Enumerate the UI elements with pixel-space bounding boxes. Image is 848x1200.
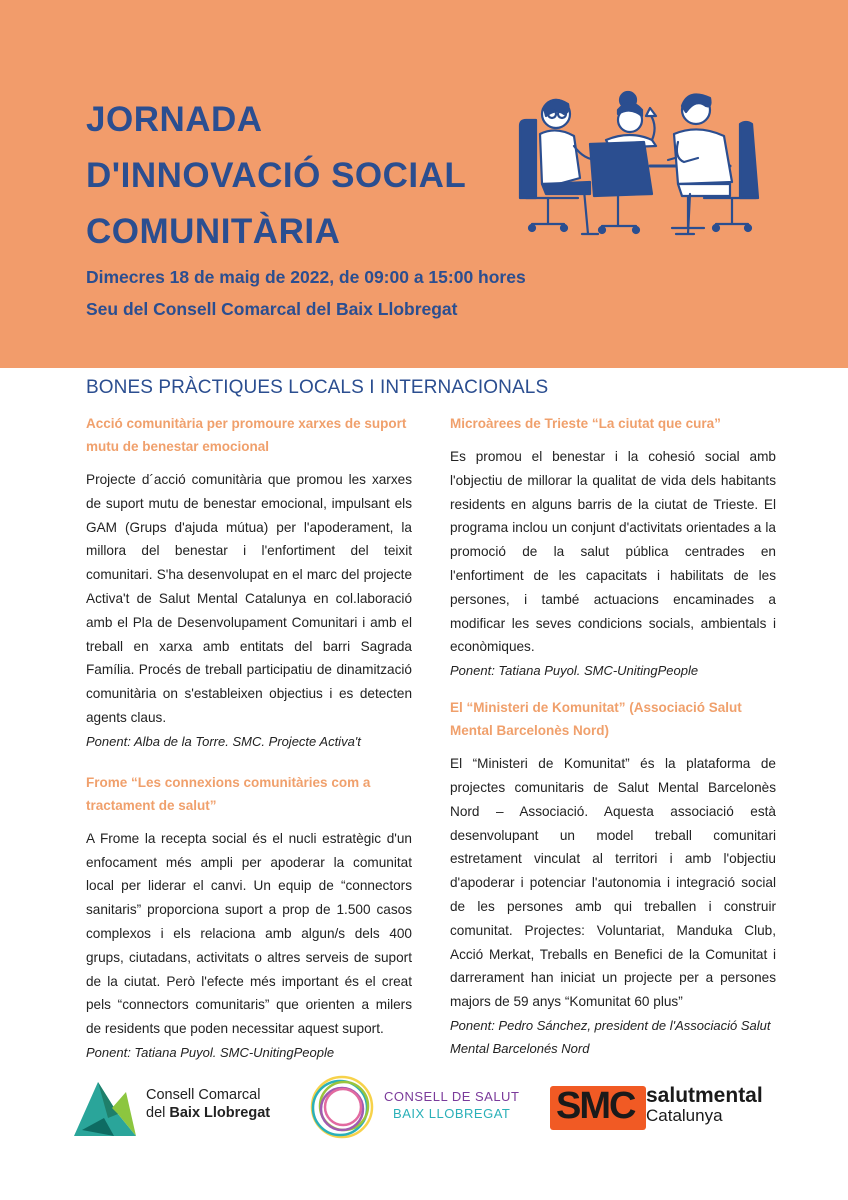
section-title: BONES PRÀCTIQUES LOCALS I INTERNACIONALS: [86, 377, 549, 398]
logo1-line1: Consell Comarcal: [146, 1087, 261, 1103]
practice-title: Microàrees de Trieste “La ciutat que cura”: [450, 416, 721, 431]
header-banner: [0, 0, 848, 368]
practice-body: Projecte d´acció comunitària que promou les xarxes de suport mutu de benestar emocional, impulsant els GAM (Grups d'ajuda mútua) per l'apoderament, la millora del benestar i l'enfortiment del teixit comunitari. S'ha desenvolupat en el marc del projecte Activa't de Salut Mental Catalunya en col.laboració amb el Pla de Desenvolupament Comunitari i amb el treball en xarxa amb entitats del barri Sagrada Família. Procés de treball participatiu de dinamització comunitària on s'estableixen objectius i es detecten agents claus.: [86, 472, 412, 725]
practice-card: [450, 412, 776, 682]
practice-card: [86, 412, 412, 753]
people-meeting-illustration: [518, 86, 762, 242]
left-column: [86, 412, 412, 1078]
consell-comarcal-logo-text: [146, 1086, 270, 1122]
title-line-1: JORNADA: [86, 100, 263, 139]
logo2-line1: CONSELL DE SALUT: [384, 1089, 520, 1104]
smc-logo-line1: salutmental: [646, 1084, 763, 1107]
practice-title: Frome “Les connexions comunitàries com a tractament de salut”: [86, 774, 371, 813]
logo1-line2-bold: Baix Llobregat: [169, 1105, 271, 1121]
logo1-line2-prefix: del: [146, 1105, 170, 1121]
footer-logos: [0, 1066, 848, 1146]
practice-card: [450, 696, 776, 1060]
title-line-2: D'INNOVACIÓ SOCIAL: [86, 156, 467, 195]
consell-comarcal-logo-icon: [68, 1074, 142, 1138]
consell-salut-logo-text: [384, 1088, 519, 1122]
practice-body: A Frome la recepta social és el nucli estratègic d'un enfocament més ampli per apoderar la comunitat local per liderar el canvi. Un equip de “connectors sanitaris” proporciona suport a prop de 1.500 casos complexos i els relaciona amb algun/s dels 400 grups, ciutadans, activitats o altres serveis de suport de la ciutat. Però l'efecte més important és el creat pels “connectors comunitaris” que orienten a milers de residents que poden necessitar aquest suport.: [86, 830, 412, 1037]
practice-body: Es promou el benestar i la cohesió social amb l'objectiu de millorar la qualitat de vida dels habitants residents en alguns barris de la ciutat de Trieste. El programa inclou un conjunt d'activitats orientades a la promoció de la salut pública centrades en l'enfortiment de les capacitats i habilitats de les persones, i també actuacions encaminades a modificar les seves condicions socials, ambientals i econòmiques.: [450, 449, 776, 655]
practice-title: Acció comunitària per promoure xarxes de suport mutu de benestar emocional: [86, 416, 407, 454]
practice-title: El “Ministeri de Komunitat” (Associació Salut Mental Barcelonès Nord): [450, 700, 742, 739]
practice-speaker: Ponent: Pedro Sánchez, president de l'Associació Salut Mental Barcelonés Nord: [450, 1017, 771, 1056]
right-column: [450, 412, 776, 1074]
event-venue: Seu del Consell Comarcal del Baix Llobregat: [86, 299, 458, 319]
practice-body: El “Ministeri de Komunitat” és la plataforma de projectes comunitaris de Salut Mental Barcelonès Nord – Associació. Aquesta associació està desenvolupant un model treball comunitari estretament vinculat al territori i amb l'objectiu d'apoderar i potenciar l'autonomia i integració social de les persones amb qui treballen i construir comunitat. Projectes: Voluntariat, Manduka Club, Acció Merkat, Treballs en Benefici de la Comunitat i darrerament han iniciat un projecte per a persones majors de 59 anys “Komunitat 60 plus”: [450, 756, 776, 1010]
page-title: [86, 92, 466, 260]
practice-card: [86, 771, 412, 1064]
event-date: Dimecres 18 de maig de 2022, de 09:00 a 15:00 hores: [86, 267, 526, 287]
practice-speaker: Ponent: Alba de la Torre. SMC. Projecte Activa't: [86, 733, 361, 749]
consell-salut-circles-logo-icon: [302, 1072, 382, 1142]
smc-logo-letters: SMC: [556, 1085, 635, 1127]
logo1-line2: [146, 1104, 270, 1122]
logo2-line2: BAIX LLOBREGAT: [393, 1106, 511, 1121]
practice-speaker: Ponent: Tatiana Puyol. SMC-UnitingPeople: [86, 1044, 335, 1060]
practice-speaker: Ponent: Tatiana Puyol. SMC-UnitingPeople: [450, 663, 699, 679]
smc-logo-line2: Catalunya: [646, 1106, 723, 1125]
title-line-3: COMUNITÀRIA: [86, 212, 341, 251]
